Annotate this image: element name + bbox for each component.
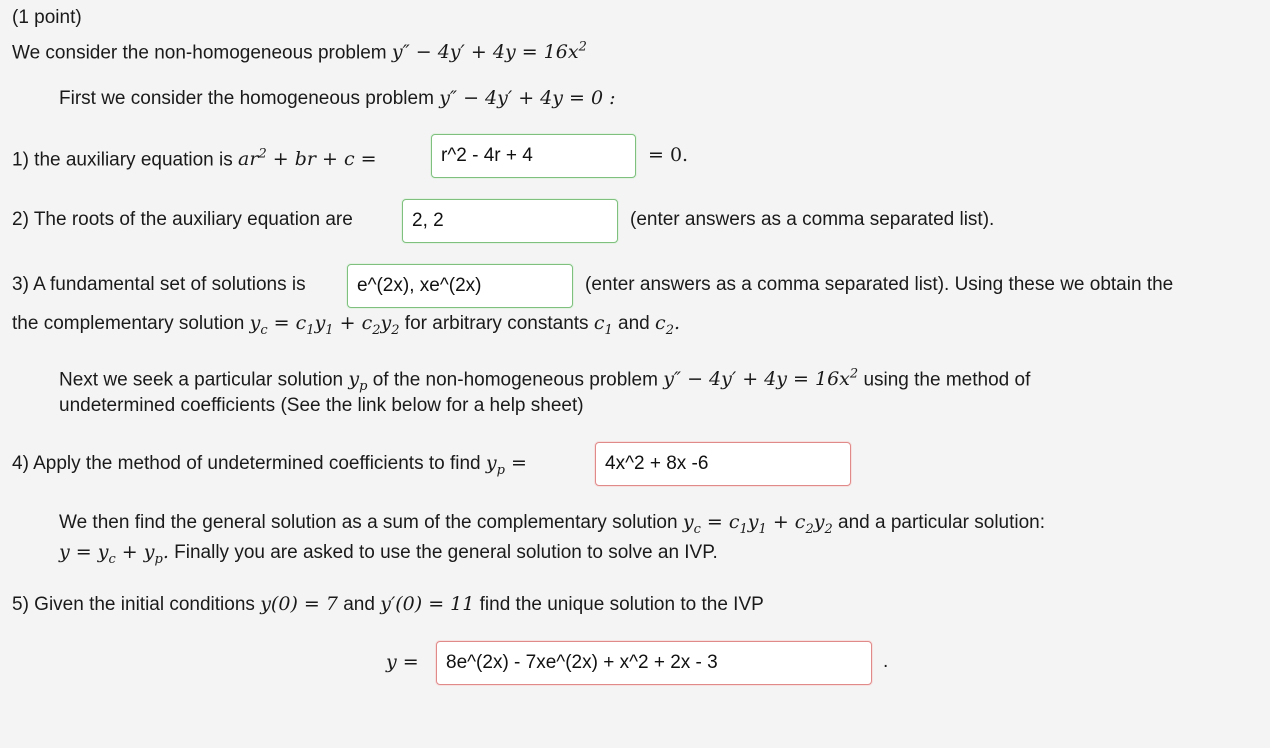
general-line2 — [59, 540, 718, 572]
q3-answer-input[interactable]: e^(2x), xe^(2x) — [347, 264, 573, 308]
q5-label: y = — [386, 651, 419, 673]
q4-prefix: 4) Apply the method of undetermined coefficients to find — [12, 453, 481, 474]
q3-line2-text-b: for arbitrary constants — [404, 313, 589, 334]
constant-c1: $c_1$ — [593, 312, 613, 338]
homogeneous-text: First we consider the homogeneous problem — [59, 88, 434, 109]
particular-equation: $y'' - 4y' + 4y = 16x^2$ — [663, 367, 859, 391]
general-text-b: and a particular solution: — [838, 512, 1046, 533]
particular-yp: $y_p$ — [348, 368, 368, 395]
q5-condition-1: y(0) = 7 — [260, 593, 338, 615]
particular-text-a: Next we seek a particular solution — [59, 369, 344, 391]
q3-and: and — [618, 313, 650, 334]
particular-line2: undetermined coefficients (See the link below for a help sheet) — [59, 395, 584, 416]
intro-line — [12, 36, 587, 65]
q2-answer-input[interactable]: 2, 2 — [402, 199, 618, 243]
intro-equation: $y'' - 4y' + 4y = 16x^2$ — [391, 40, 587, 64]
intro-text: We consider the non-homogeneous problem — [12, 42, 387, 64]
q3-line2 — [12, 311, 680, 343]
q2-suffix: (enter answers as a comma separated list). — [630, 209, 995, 230]
constant-c2: $c_2$. — [655, 312, 681, 338]
q3-line2-text: the complementary solution — [12, 313, 245, 334]
homogeneous-equation: y″ − 4y′ + 4y = 0 : — [439, 87, 616, 109]
q3-suffix: (enter answers as a comma separated list). Using these we obtain the — [585, 274, 1174, 295]
general-solution-math: $y = y_c + y_p$. — [59, 541, 169, 567]
general-text-a: We then find the general solution as a sum of the complementary solution — [59, 512, 678, 533]
complementary-solution-math: $y_c = c_1y_1 + c_2y_2$ — [249, 312, 400, 338]
particular-text-c: using the method of — [863, 369, 1031, 391]
q5-line — [12, 592, 764, 617]
q1-suffix: = 0. — [648, 144, 689, 166]
q1-prefix-line — [12, 143, 377, 172]
q4-answer-input[interactable]: 4x^2 + 8x -6 — [595, 442, 851, 486]
q1-prefix: 1) the auxiliary equation is — [12, 149, 233, 171]
general-math: $y_c = c_1y_1 + c_2y_2$ — [682, 511, 833, 537]
q5-condition-2: y′(0) = 11 — [380, 593, 475, 615]
general-line2-text: Finally you are asked to use the general solution to solve an IVP. — [174, 542, 718, 563]
points-label: (1 point) — [12, 7, 82, 28]
q5-answer-input[interactable]: 8e^(2x) - 7xe^(2x) + x^2 + 2x - 3 — [436, 641, 872, 685]
general-line1 — [59, 510, 1045, 542]
q4-math: $y_p$ = — [485, 452, 527, 478]
particular-text-b: of the non-homogeneous problem — [372, 369, 658, 391]
q5-and: and — [343, 594, 375, 615]
q5-period: . — [883, 651, 889, 672]
q5-prefix: 5) Given the initial conditions — [12, 594, 255, 615]
q1-math: $ar^2$ + br + c = — [238, 147, 377, 171]
q3-prefix: 3) A fundamental set of solutions is — [12, 274, 306, 295]
homogeneous-line — [59, 86, 616, 111]
q5-suffix: find the unique solution to the IVP — [479, 594, 764, 615]
q4-prefix-line — [12, 451, 527, 483]
q2-prefix: 2) The roots of the auxiliary equation are — [12, 209, 353, 230]
q1-answer-input[interactable]: r^2 - 4r + 4 — [431, 134, 636, 178]
